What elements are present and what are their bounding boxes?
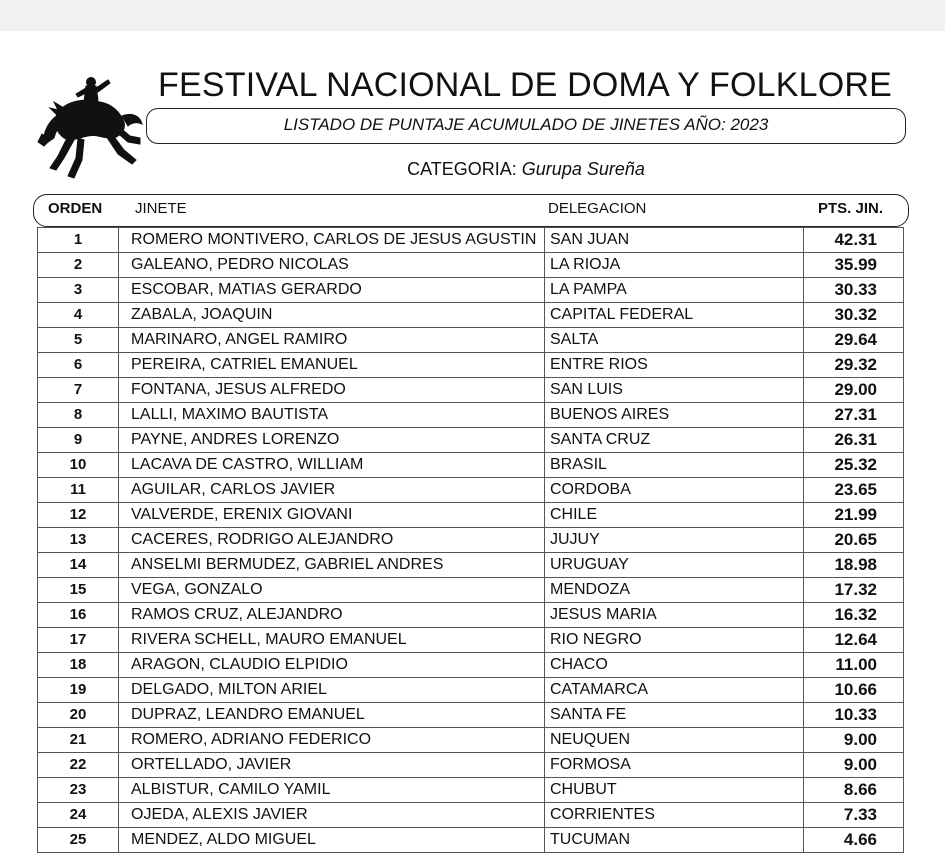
row-jinete: VALVERDE, ERENIX GIOVANI [119,503,545,528]
row-jinete: RAMOS CRUZ, ALEJANDRO [119,603,545,628]
row-jinete: ARAGON, CLAUDIO ELPIDIO [119,653,545,678]
row-orden: 23 [38,778,119,803]
row-pts: 16.32 [804,603,904,628]
row-delegacion: SANTA FE [545,703,804,728]
row-jinete: CACERES, RODRIGO ALEJANDRO [119,528,545,553]
table-row [38,303,904,328]
table-row [38,378,904,403]
table-row [38,478,904,503]
column-header-orden: ORDEN [48,200,103,217]
row-jinete: ROMERO MONTIVERO, CARLOS DE JESUS AGUSTIN [119,228,545,253]
table-row [38,578,904,603]
table-row [38,778,904,803]
row-delegacion: URUGUAY [545,553,804,578]
row-orden: 19 [38,678,119,703]
row-jinete: MENDEZ, ALDO MIGUEL [119,828,545,853]
row-delegacion: CHACO [545,653,804,678]
table-row [38,428,904,453]
row-pts: 29.64 [804,328,904,353]
row-jinete: ORTELLADO, JAVIER [119,753,545,778]
row-delegacion: BUENOS AIRES [545,403,804,428]
row-jinete: ZABALA, JOAQUIN [119,303,545,328]
row-delegacion: JUJUY [545,528,804,553]
table-row [38,753,904,778]
column-header-pts: PTS. JIN. [818,200,884,217]
row-delegacion: FORMOSA [545,753,804,778]
table-row [38,628,904,653]
row-pts: 23.65 [804,478,904,503]
row-pts: 29.32 [804,353,904,378]
column-header-jinete: JINETE [135,200,187,217]
row-orden: 24 [38,803,119,828]
row-orden: 16 [38,603,119,628]
table-row [38,828,904,853]
category-label: CATEGORIA: [407,159,517,179]
row-orden: 21 [38,728,119,753]
row-orden: 1 [38,228,119,253]
row-pts: 12.64 [804,628,904,653]
row-orden: 12 [38,503,119,528]
row-pts: 17.32 [804,578,904,603]
row-pts: 42.31 [804,228,904,253]
category-value: Gurupa Sureña [521,159,645,179]
row-jinete: OJEDA, ALEXIS JAVIER [119,803,545,828]
row-jinete: DUPRAZ, LEANDRO EMANUEL [119,703,545,728]
row-jinete: VEGA, GONZALO [119,578,545,603]
row-orden: 22 [38,753,119,778]
table-row [38,328,904,353]
row-jinete: PAYNE, ANDRES LORENZO [119,428,545,453]
row-jinete: LACAVA DE CASTRO, WILLIAM [119,453,545,478]
row-jinete: GALEANO, PEDRO NICOLAS [119,253,545,278]
table-row [38,703,904,728]
table-row [38,503,904,528]
row-orden: 2 [38,253,119,278]
column-header-delegacion: DELEGACION [548,200,647,217]
row-delegacion: RIO NEGRO [545,628,804,653]
table-row [38,353,904,378]
row-pts: 30.33 [804,278,904,303]
row-orden: 17 [38,628,119,653]
row-jinete: MARINARO, ANGEL RAMIRO [119,328,545,353]
row-orden: 15 [38,578,119,603]
row-orden: 5 [38,328,119,353]
row-pts: 25.32 [804,453,904,478]
row-jinete: LALLI, MAXIMO BAUTISTA [119,403,545,428]
row-delegacion: SALTA [545,328,804,353]
row-pts: 29.00 [804,378,904,403]
table-row [38,228,904,253]
row-orden: 25 [38,828,119,853]
row-pts: 10.33 [804,703,904,728]
row-jinete: PEREIRA, CATRIEL EMANUEL [119,353,545,378]
row-orden: 3 [38,278,119,303]
row-jinete: FONTANA, JESUS ALFREDO [119,378,545,403]
row-orden: 18 [38,653,119,678]
row-delegacion: MENDOZA [545,578,804,603]
row-jinete: ALBISTUR, CAMILO YAMIL [119,778,545,803]
table-row [38,653,904,678]
row-jinete: ANSELMI BERMUDEZ, GABRIEL ANDRES [119,553,545,578]
row-orden: 11 [38,478,119,503]
row-delegacion: CORDOBA [545,478,804,503]
table-row [38,278,904,303]
row-pts: 11.00 [804,653,904,678]
table-row [38,403,904,428]
row-orden: 10 [38,453,119,478]
row-orden: 13 [38,528,119,553]
row-pts: 9.00 [804,753,904,778]
row-delegacion: ENTRE RIOS [545,353,804,378]
row-pts: 20.65 [804,528,904,553]
row-delegacion: NEUQUEN [545,728,804,753]
row-delegacion: LA PAMPA [545,278,804,303]
row-pts: 10.66 [804,678,904,703]
row-pts: 21.99 [804,503,904,528]
table-row [38,803,904,828]
table-row [38,553,904,578]
table-row [38,603,904,628]
row-delegacion: CHILE [545,503,804,528]
row-orden: 4 [38,303,119,328]
row-orden: 9 [38,428,119,453]
row-orden: 14 [38,553,119,578]
ranking-table [37,227,903,853]
row-delegacion: SAN LUIS [545,378,804,403]
row-delegacion: SANTA CRUZ [545,428,804,453]
row-delegacion: LA RIOJA [545,253,804,278]
row-pts: 35.99 [804,253,904,278]
row-jinete: RIVERA SCHELL, MAURO EMANUEL [119,628,545,653]
table-row [38,253,904,278]
table-row [38,678,904,703]
row-delegacion: JESUS MARIA [545,603,804,628]
row-jinete: AGUILAR, CARLOS JAVIER [119,478,545,503]
row-delegacion: CAPITAL FEDERAL [545,303,804,328]
row-orden: 6 [38,353,119,378]
row-delegacion: CHUBUT [545,778,804,803]
row-orden: 7 [38,378,119,403]
row-delegacion: BRASIL [545,453,804,478]
table-row [38,528,904,553]
page-title: FESTIVAL NACIONAL DE DOMA Y FOLKLORE [158,66,892,104]
row-jinete: ROMERO, ADRIANO FEDERICO [119,728,545,753]
row-pts: 7.33 [804,803,904,828]
row-jinete: ESCOBAR, MATIAS GERARDO [119,278,545,303]
row-orden: 8 [38,403,119,428]
table-row [38,453,904,478]
row-jinete: DELGADO, MILTON ARIEL [119,678,545,703]
row-pts: 18.98 [804,553,904,578]
row-pts: 4.66 [804,828,904,853]
row-delegacion: TUCUMAN [545,828,804,853]
row-pts: 27.31 [804,403,904,428]
row-pts: 8.66 [804,778,904,803]
row-delegacion: CATAMARCA [545,678,804,703]
row-delegacion: SAN JUAN [545,228,804,253]
row-orden: 20 [38,703,119,728]
row-pts: 26.31 [804,428,904,453]
category-line [146,159,906,180]
row-delegacion: CORRIENTES [545,803,804,828]
row-pts: 30.32 [804,303,904,328]
horse-rider-icon [28,72,148,184]
row-pts: 9.00 [804,728,904,753]
top-bar [0,0,945,31]
table-row [38,728,904,753]
page-subtitle: LISTADO DE PUNTAJE ACUMULADO DE JINETES AÑO: 2023 [283,115,769,134]
